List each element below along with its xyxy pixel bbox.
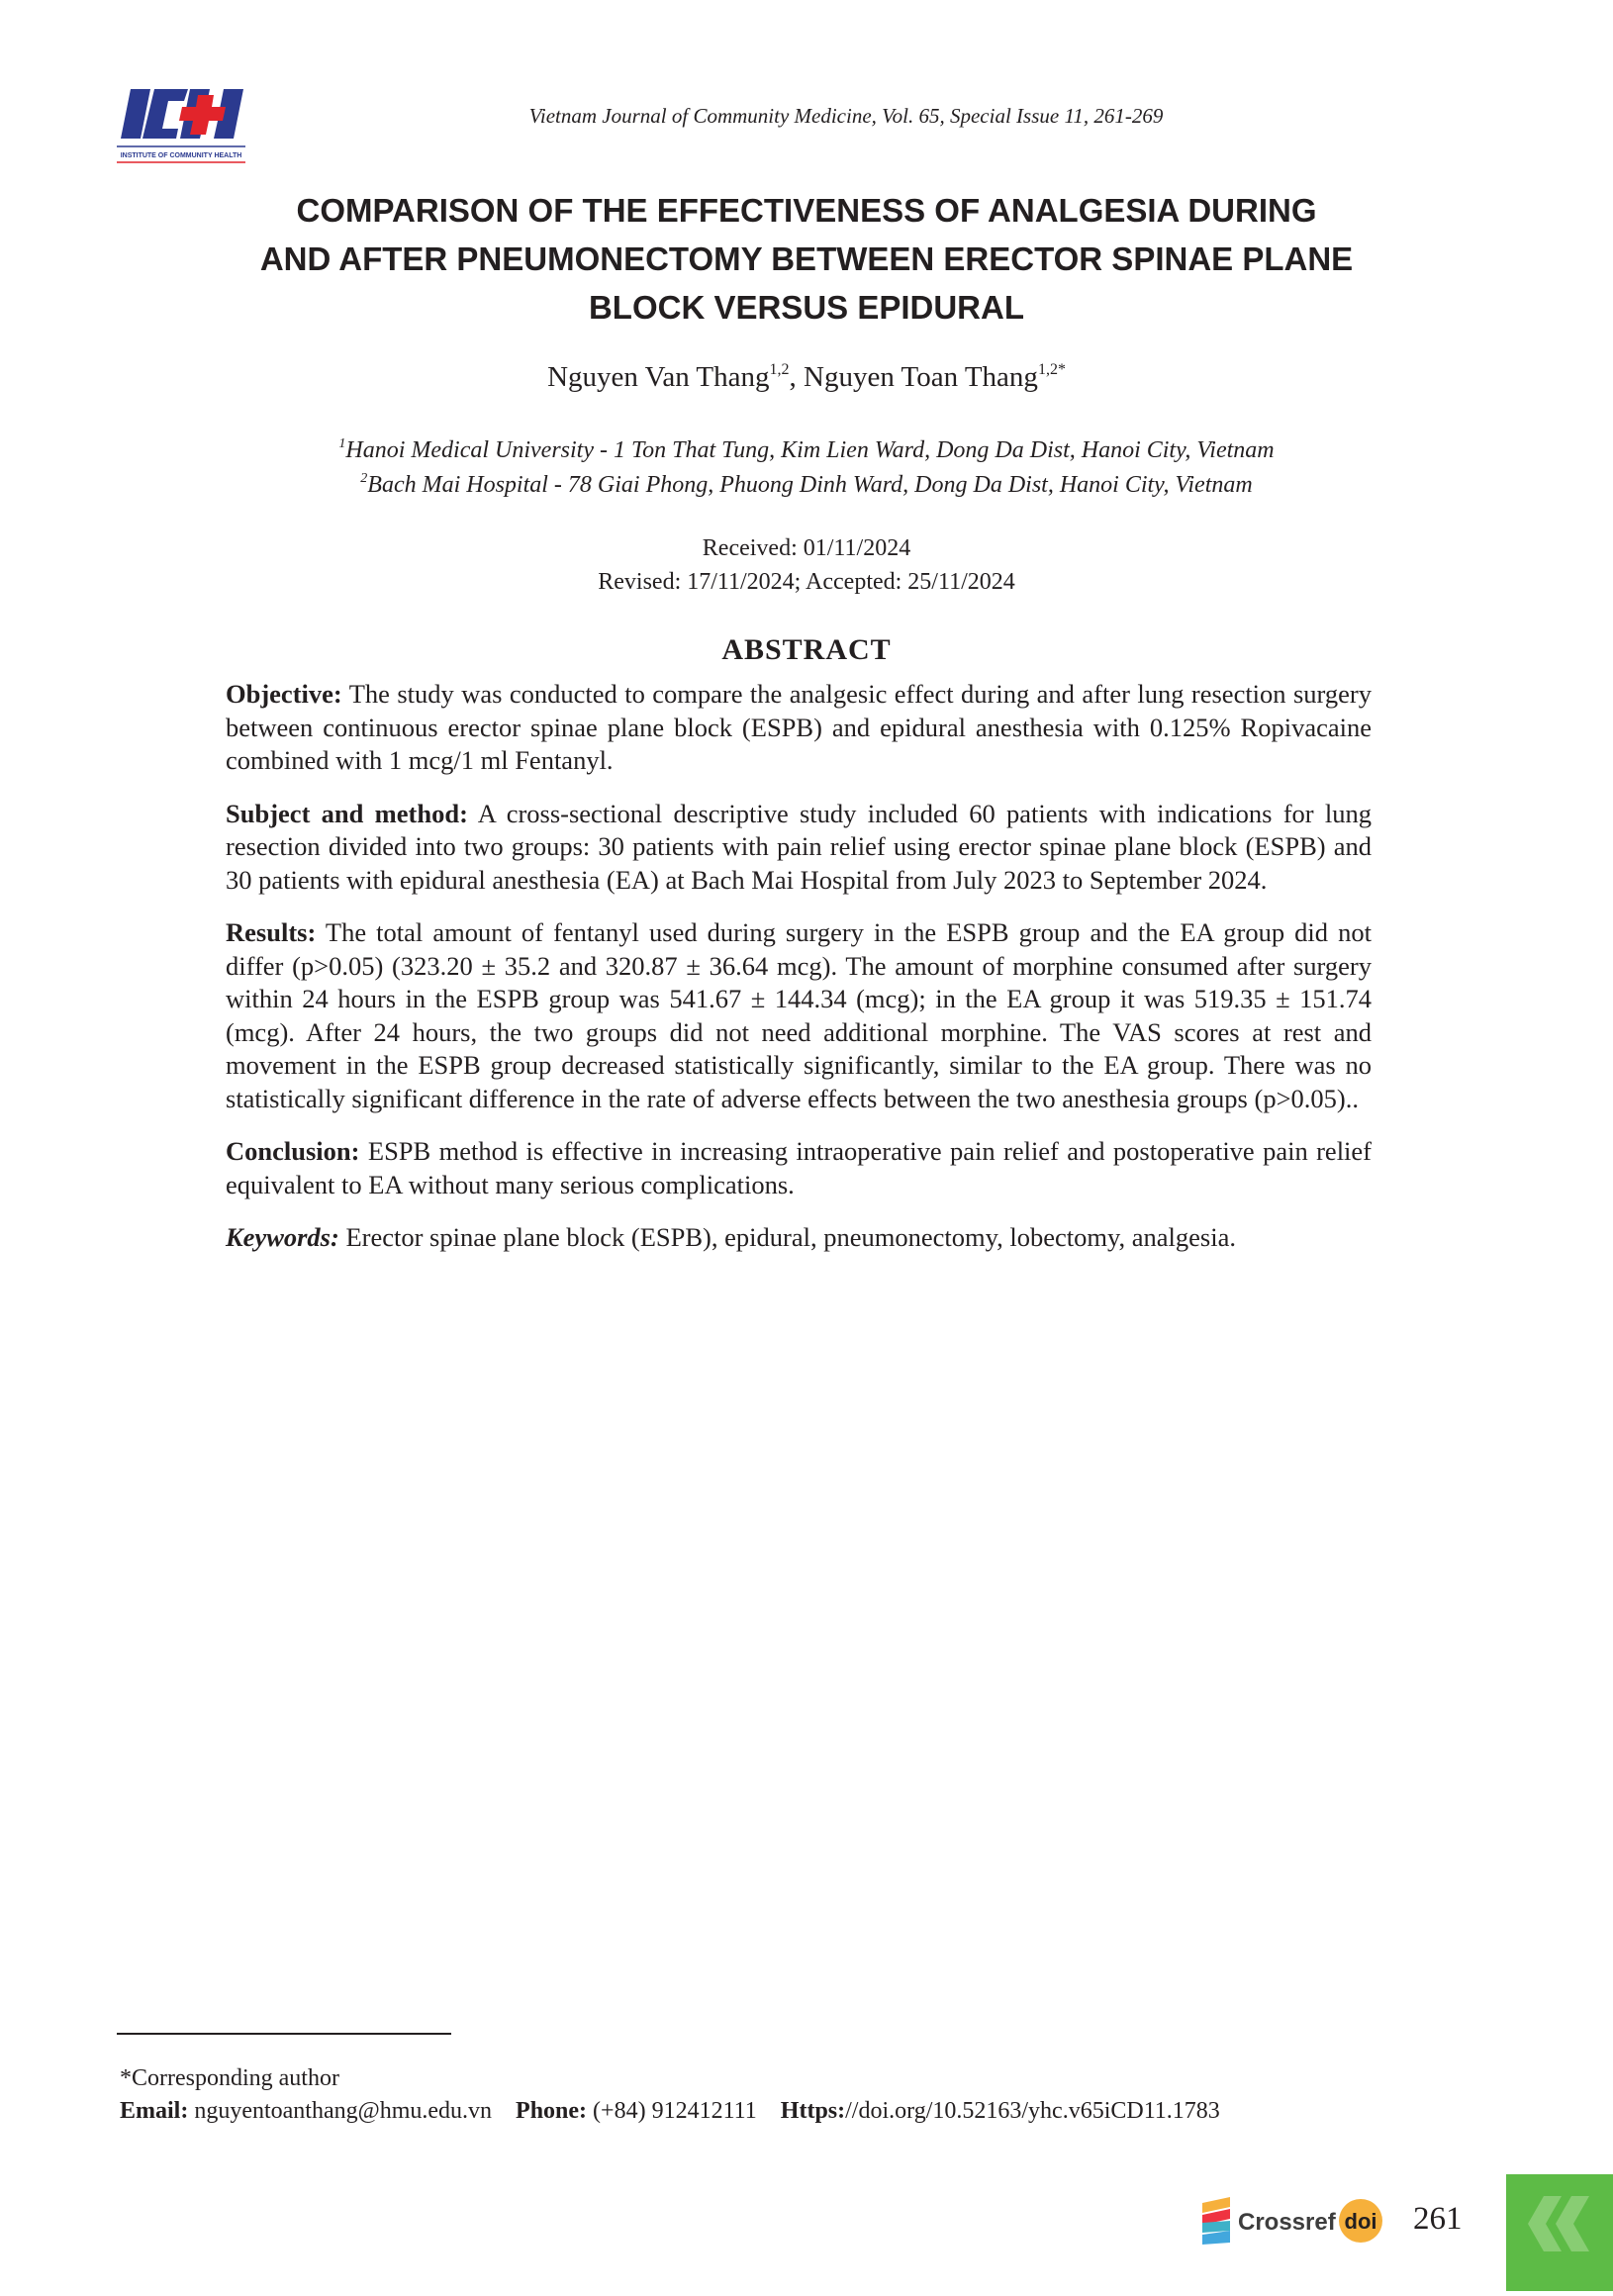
affiliation-list xyxy=(148,433,1465,503)
double-chevron-left-icon xyxy=(1506,2174,1613,2291)
author-affiliation-mark: 1,2 xyxy=(769,361,790,378)
title-line-2: AND AFTER PNEUMONECTOMY BETWEEN ERECTOR SPINAE PLANE xyxy=(259,240,1354,277)
article-dates xyxy=(148,531,1465,599)
keywords-text: Erector spinae plane block (ESPB), epidural, pneumonectomy, lobectomy, analgesia. xyxy=(338,1222,1236,1252)
affiliation-number: 2 xyxy=(360,471,368,486)
affiliation-number: 1 xyxy=(338,436,346,451)
author-name: Nguyen Toan Thang xyxy=(804,361,1038,393)
doi-link[interactable]: //doi.org/10.52163/yhc.v65iCD11.1783 xyxy=(845,2098,1220,2124)
ich-logo-mark xyxy=(121,89,243,139)
objective-text: The study was conducted to compare the analgesic effect during and after lung resection surgery between continuous erector spinae plane block (ESPB) and epidural anesthesia with 0.125% Ropivacaine combined with 1 mcg/1 ml Fentanyl. xyxy=(226,679,1372,775)
keywords-label: Keywords: xyxy=(226,1222,339,1252)
https-label: Https: xyxy=(780,2098,846,2124)
phone-value: (+84) 912412111 xyxy=(587,2098,757,2124)
crossref-doi-badge xyxy=(1200,2197,1388,2245)
abstract-results xyxy=(226,916,1372,1115)
affiliation-text: Bach Mai Hospital - 78 Giai Phong, Phuong Dinh Ward, Dong Da Dist, Hanoi City, Vietnam xyxy=(367,472,1253,498)
page-number: 261 xyxy=(1413,2201,1463,2237)
method-text: A cross-sectional descriptive study included 60 patients with indications for lung resection divided into two groups: 30 patients with pain relief using erector spinae plane block (ESPB) and 30 patients with epidural anesthesia (EA) at Bach Mai Hospital from July 2023 to September 2024. xyxy=(226,798,1372,895)
institute-logo xyxy=(117,87,245,164)
corresponding-author-note: *Corresponding author xyxy=(120,2065,339,2091)
contact-line xyxy=(120,2098,1220,2125)
method-label: Subject and method: xyxy=(226,798,468,828)
affiliation-item xyxy=(148,468,1465,503)
results-text: The total amount of fentanyl used during surgery in the ESPB group and the EA group did not differ (p>0.05) (323.20 ± 35.2 and 320.87 ± 36.64 mcg). The amount of morphine consumed after surgery within 24 hours in the ESPB group was 541.67 ± 144.34 (mcg); in the EA group it was 519.35 ± 151.74 (mcg). After 24 hours, the two groups did not need additional morphine. The VAS scores at rest and movement in the ESPB group decreased statistically significantly, similar to the EA group. There was no statistically significant difference in the rate of adverse effects between the two anesthesia groups (p>0.05).. xyxy=(226,917,1372,1113)
conclusion-label: Conclusion: xyxy=(226,1136,360,1166)
email-value[interactable]: nguyentoanthang@hmu.edu.vn xyxy=(188,2098,493,2124)
author-name: Nguyen Van Thang xyxy=(547,361,770,393)
objective-label: Objective: xyxy=(226,679,342,709)
email-label: Email: xyxy=(120,2098,189,2124)
doi-badge-text: doi xyxy=(1344,2209,1377,2234)
title-line-3: BLOCK VERSUS EPIDURAL xyxy=(588,289,1025,326)
author-list xyxy=(148,361,1465,394)
conclusion-text: ESPB method is effective in increasing intraoperative pain relief and postoperative pain relief equivalent to EA without many serious complications. xyxy=(226,1136,1372,1199)
paper-title xyxy=(148,186,1465,332)
journal-citation: Vietnam Journal of Community Medicine, Vol. 65, Special Issue 11, 261-269 xyxy=(528,104,1164,128)
footnote-divider xyxy=(117,2033,451,2035)
received-date: Received: 01/11/2024 xyxy=(702,535,911,561)
revised-accepted-date: Revised: 17/11/2024; Accepted: 25/11/2024 xyxy=(598,569,1015,595)
results-label: Results: xyxy=(226,917,317,947)
abstract-conclusion xyxy=(226,1135,1372,1201)
title-line-1: COMPARISON OF THE EFFECTIVENESS OF ANALGESIA DURING xyxy=(296,192,1317,229)
corner-tab xyxy=(1506,2174,1613,2291)
affiliation-text: Hanoi Medical University - 1 Ton That Tung, Kim Lien Ward, Dong Da Dist, Hanoi City, Vietnam xyxy=(345,437,1275,463)
crossref-label: Crossref xyxy=(1238,2209,1336,2236)
author-affiliation-mark: 1,2* xyxy=(1037,361,1066,378)
abstract-heading: ABSTRACT xyxy=(721,633,892,666)
abstract-objective xyxy=(226,678,1372,778)
crossref-icon xyxy=(1202,2197,1230,2245)
logo-caption: INSTITUTE OF COMMUNITY HEALTH xyxy=(120,152,242,159)
phone-label: Phone: xyxy=(516,2098,588,2124)
author-separator: , xyxy=(789,361,805,393)
abstract-body xyxy=(226,678,1372,1275)
affiliation-item xyxy=(148,433,1465,468)
abstract-keywords xyxy=(226,1221,1372,1255)
abstract-method xyxy=(226,798,1372,898)
